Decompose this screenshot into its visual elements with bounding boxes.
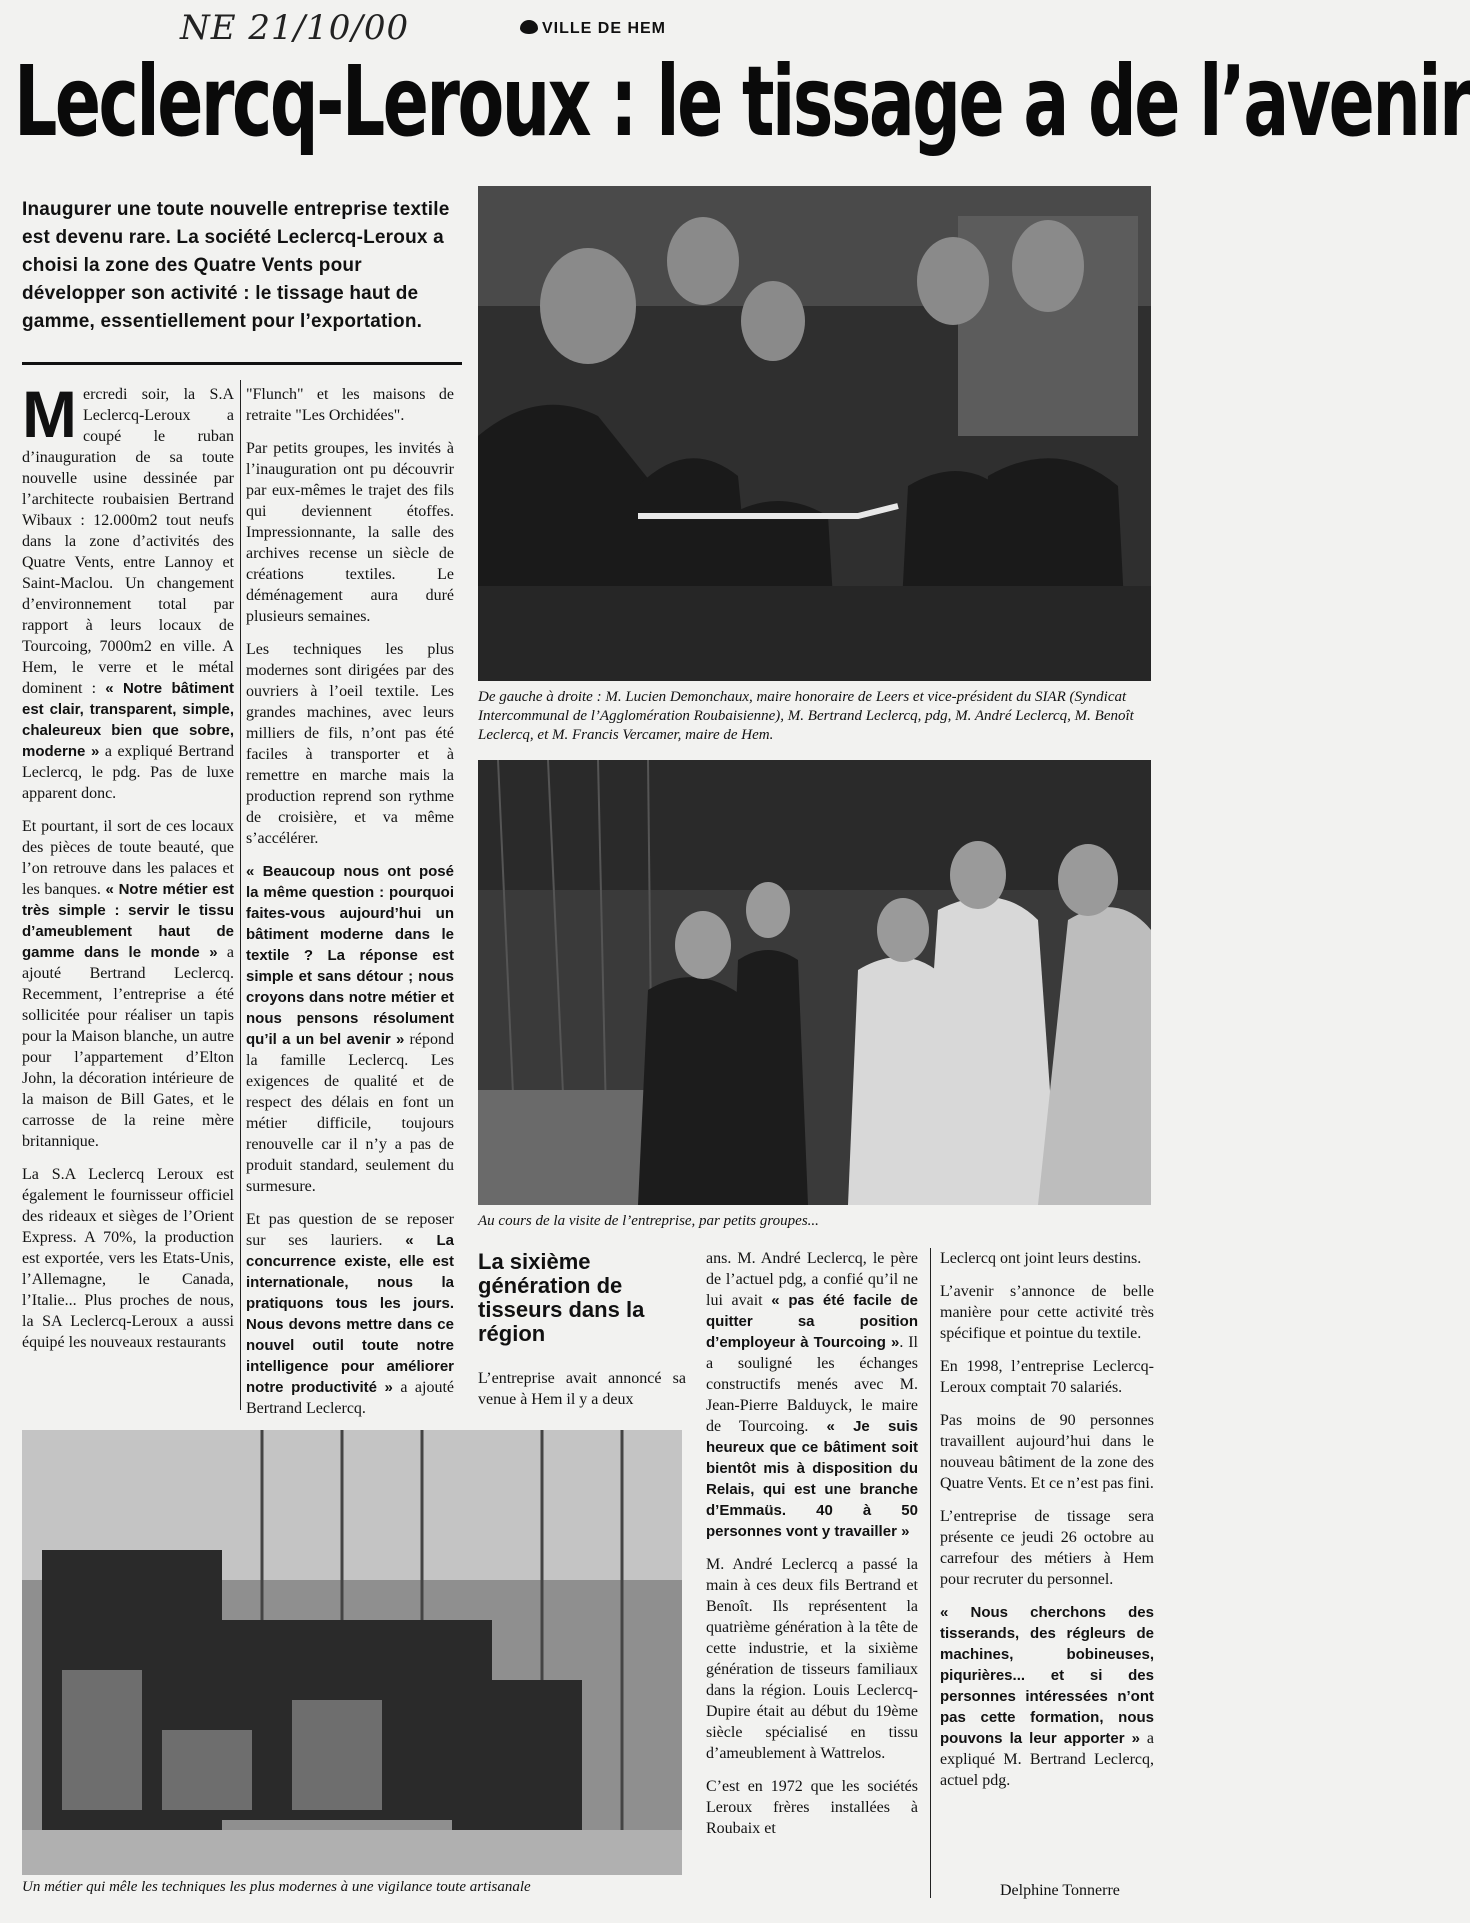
- column-divider-2: [930, 1248, 931, 1898]
- subheading: La sixième génération de tisseurs dans la région: [478, 1249, 645, 1346]
- col2-quote-1: « Beaucoup nous ont posé la même question : pourquoi faites-vous aujourd’hui un bâtiment moderne dans le textile ? La réponse est simple et sans détour ; nous croyons dans notre métier et nous pensons résolument qu’il a un bel avenir »: [246, 863, 454, 1048]
- col2-p1: "Flunch" et les maisons de retraite "Les Orchidées".: [246, 386, 454, 424]
- col5-quote: « Nous cherchons des tisserands, des régleurs de machines, bobineuses, piqurières... et si des personnes intéressées n’ont pas cette formation, nous pouvons la leur apporter »: [940, 1604, 1154, 1747]
- handwritten-note: NE 21/10/00: [180, 8, 410, 48]
- col2-p3: Les techniques les plus modernes sont dirigées par des ouvriers à l’oeil textile. Les grandes machines, avec leurs milliers de fils, n’ont pas été faciles à transporter et à remettre en marche mais la production reprend son rythme de croisière, et va même s’accélérer.: [246, 641, 454, 847]
- col1-quote-2: « Notre métier est très simple : servir le tissu d’ameublement haut de gamme dans le monde »: [22, 881, 235, 961]
- section-label: VILLE DE HEM: [542, 20, 667, 37]
- column-divider: [240, 380, 241, 1410]
- col2-p2: Par petits groupes, les invités à l’inauguration ont pu découvrir par eux-mêmes le trajet des fils qui deviennent étoffes. Impressionnante, la salle des archives recense un siècle de créations textiles. Le déménagement aura duré plusieurs semaines.: [246, 440, 454, 625]
- col2-quote-2: « La concurrence existe, elle est internationale, nous la pratiquons tous les jours. Nous devons mettre dans ce nouvel outil toute notre intelligence pour améliorer notre productivité »: [246, 1232, 455, 1396]
- lead-paragraph: Inaugurer une toute nouvelle entreprise textile est devenu rare. La société Leclercq-Leroux a choisi la zone des Quatre Vents pour développer son activité : le tissage haut de gamme, essentiellement pour l’exportation.: [22, 199, 450, 332]
- photo-2-caption: Au cours de la visite de l’entreprise, par petits groupes...: [478, 1213, 819, 1229]
- col4-quote-2: « Je suis heureux que ce bâtiment soit bientôt mis à disposition du Relais, qui est une branche d’Emmaüs. 40 à 50 personnes vont y travailler »: [706, 1418, 919, 1540]
- dropcap: M: [22, 377, 77, 451]
- article-column-1: [22, 377, 235, 1414]
- col5-p6-end: a expliqué M. Bertrand Leclercq, actuel pdg.: [940, 1730, 1154, 1789]
- photo-visit-groups: [478, 760, 1151, 1205]
- photo-ribbon-cutting: [478, 186, 1151, 681]
- col1-p1-end: a expliqué Bertrand Leclercq, le pdg. Pas de luxe apparent donc.: [22, 743, 235, 802]
- byline: Delphine Tonnerre: [1000, 1882, 1120, 1899]
- section-logo-icon: [520, 20, 538, 34]
- col1-p1: ercredi soir, la S.A Leclercq-Leroux a coupé le ruban d’inauguration de sa toute nouvelle usine dessinée par l’architecte roubaisien Bertrand Wibaux : 12.000m2 tout neufs dans la zone d’activités des Quatre Vents, entre Lannoy et Saint-Maclou. Un changement d’environnement total par rapport à leurs locaux de Tourcoing, 7000m2 en ville. A Hem, le verre et le métal dominent :: [22, 386, 234, 697]
- col1-p3: La S.A Leclercq Leroux est également le fournisseur officiel des rideaux et sièges de l’Orient Express. A 70%, la production est exportée, vers les Etats-Unis, l’Allemagne, le Canada, l’Italie... Plus proches de nous, la SA Leclercq-Leroux a aussi équipé les nouveaux restaurants: [22, 1166, 234, 1351]
- col5-p4: Pas moins de 90 personnes travaillent aujourd’hui dans le nouveau bâtiment de la zone des Quatre Vents. Et ce n’est pas fini.: [940, 1412, 1154, 1492]
- col5-p1: Leclercq ont joint leurs destins.: [940, 1250, 1142, 1267]
- article-column-3: [478, 1368, 686, 1422]
- col4-p1: ans. M. André Leclercq, le père de l’actuel pdg, a confié qu’il ne lui avait: [706, 1250, 918, 1309]
- article-column-4: [706, 1248, 918, 1918]
- col4-p2: M. André Leclercq a passé la main à ces deux fils Bertrand et Benoît. Ils représentent la quatrième génération à la tête de cette industrie, et la sixième génération de tisseurs familiaux dans la région. Louis Leclercq-Dupire était au début du 19ème siècle spécialisé en tissu d’ameublement à Wattrelos.: [706, 1556, 918, 1762]
- col3-p1: L’entreprise avait annoncé sa venue à Hem il y a deux: [478, 1370, 686, 1408]
- col4-p1-end: . Il a souligné les échanges constructifs menés avec M. Jean-Pierre Balduyck, le maire de Tourcoing.: [706, 1334, 918, 1435]
- article-column-2: [246, 384, 455, 1417]
- lead-rule: [22, 362, 462, 365]
- article-column-5: [940, 1248, 1154, 1888]
- col4-quote-1: « pas été facile de quitter sa position d’employeur à Tourcoing »: [706, 1292, 919, 1351]
- col1-quote-1: « Notre bâtiment est clair, transparent, simple, chaleureux bien que sobre, moderne »: [22, 680, 234, 760]
- col5-p5: L’entreprise de tissage sera présente ce jeudi 26 octobre au carrefour des métiers à Hem pour recruter du personnel.: [940, 1508, 1154, 1588]
- col2-p5: Et pas question de se reposer sur ses lauriers.: [246, 1211, 454, 1249]
- col5-p3: En 1998, l’entreprise Leclercq-Leroux comptait 70 salariés.: [940, 1358, 1154, 1396]
- col1-p2-end: a ajouté Bertrand Leclercq. Recemment, l’entreprise a été sollicitée pour réaliser un tapis pour la Maison blanche, un autre pour l’appartement d’Elton John, la décoration intérieure de la maison de Bill Gates, et le carrosse de la reine mère britannique.: [22, 944, 234, 1150]
- col4-p3: C’est en 1972 que les sociétés Leroux frères installées à Roubaix et: [706, 1778, 918, 1837]
- col5-p2: L’avenir s’annonce de belle manière pour cette activité très spécifique et pointue du textile.: [940, 1283, 1154, 1342]
- photo-3-caption: Un métier qui mêle les techniques les plus modernes à une vigilance toute artisanale: [22, 1879, 531, 1895]
- section-tag: [520, 20, 666, 38]
- col2-p4-end: répond la famille Leclercq. Les exigences de qualité et de respect des délais en font un métier difficile, toujours renouvelle car il n’y a pas de produit standard, seulement du surmesure.: [246, 1031, 454, 1195]
- photo-loom-machine: [22, 1430, 682, 1875]
- photo-1-caption: De gauche à droite : M. Lucien Demonchaux, maire honoraire de Leers et vice-président du SIAR (Syndicat Intercommunal de l’Agglomération Roubaisienne), M. Bertrand Leclercq, pdg, M. André Leclercq, M. Benoît Leclercq, et M. Francis Vercamer, maire de Hem.: [478, 689, 1134, 743]
- headline: Leclercq-Leroux : le tissage a de l’avenir: [14, 46, 1470, 159]
- col1-p2: Et pourtant, il sort de ces locaux des pièces de toute beauté, que l’on retrouve dans les palaces et les banques.: [22, 818, 234, 898]
- col2-p5-end: a ajouté Bertrand Leclercq.: [246, 1379, 454, 1417]
